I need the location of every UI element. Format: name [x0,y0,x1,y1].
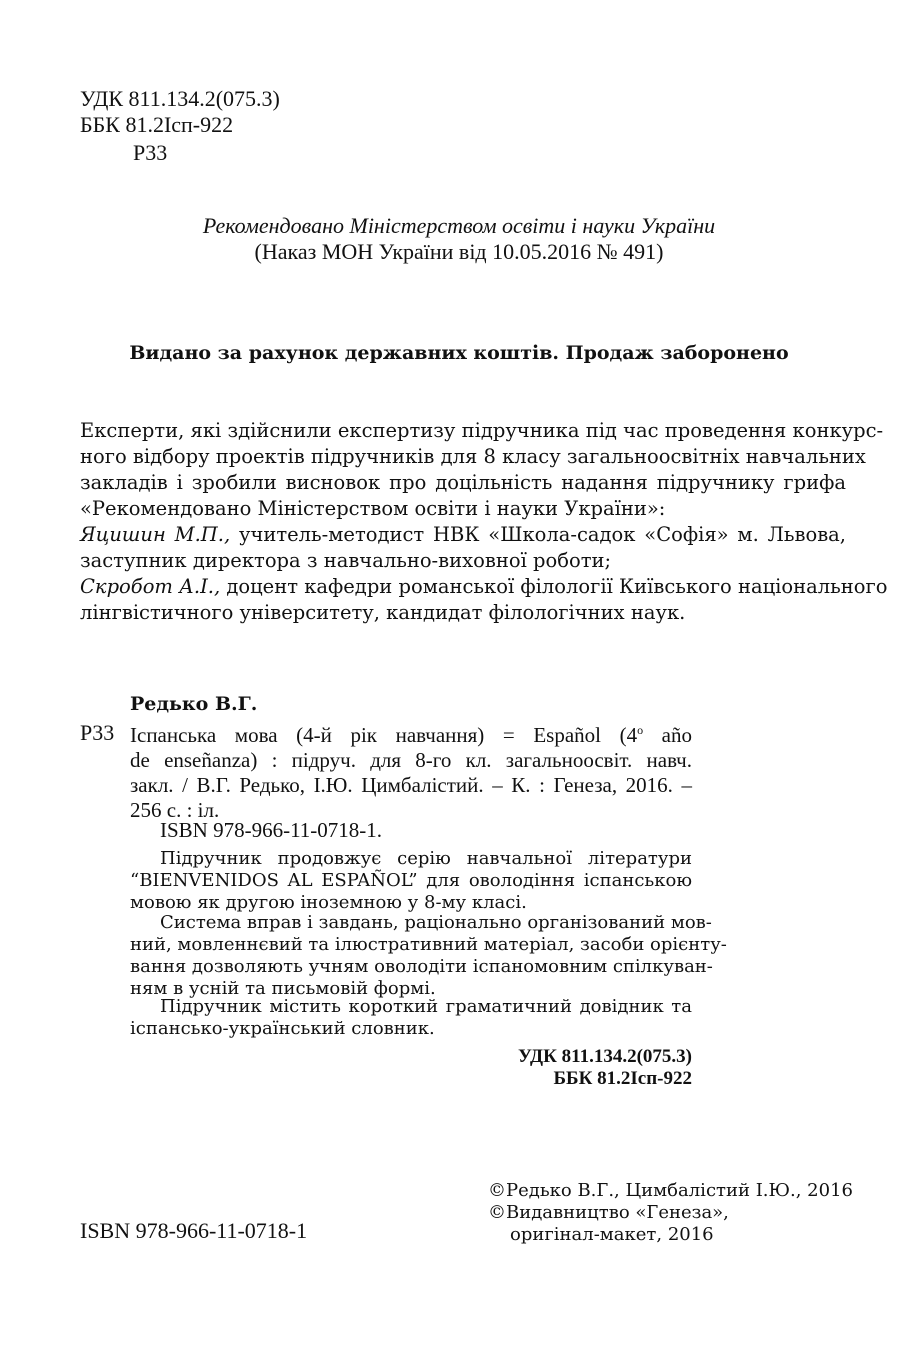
abstract-line: Підручник продовжує серію навчальної літератури [160,848,692,869]
card-mark: Р33 [80,720,115,745]
expert-2-role-cont: лінгвістичного університету, кандидат філологічних наук. [80,601,686,624]
card-udk: УДК 811.134.2(075.3) [518,1046,692,1067]
experts-intro-line: ного відбору проектів підручників для 8 класу загальноосвітніх навчальних [80,445,866,468]
abstract-line: мовою як другою іноземною у 8-му класі. [130,892,527,913]
expert-1 [80,522,846,574]
funding-notice: Видано за рахунок державних коштів. Продаж заборонено [129,342,789,364]
experts-intro [80,418,884,522]
card-description [130,718,692,823]
card-desc-line: закл. / В.Г. Редько, І.Ю. Цимбалістий. – К. : Генеза, 2016. – [130,773,692,797]
copyright-authors: ©Редько В.Г., Цимбалістий І.Ю., 2016 [488,1180,853,1201]
copyright-layout: оригінал-макет, 2016 [510,1224,714,1245]
bbk-code: ББК 81.2Ісп-922 [80,112,234,137]
experts-intro-line: закладів і зробили висновок про доцільність надання підручнику грифа [80,471,846,494]
abstract-line: ний, мовленнєвий та ілюстративний матеріал, засоби орієнту- [130,934,727,955]
expert-2 [80,574,888,626]
order-line: (Наказ МОН України від 10.05.2016 № 491) [254,239,664,264]
abstract-line: ням в усній та письмовій формі. [130,978,436,999]
experts-intro-line: «Рекомендовано Міністерством освіти і науки України»: [80,497,666,520]
experts-intro-line: Експерти, які здійснили експертизу підручника під час проведення конкурс- [80,419,884,442]
recommendation-line: Рекомендовано Міністерством освіти і науки України [202,213,716,238]
abstract-line: вання дозволяють учням оволодіти іспаномовним спілкуван- [130,956,713,977]
card-desc-line: 256 с. : іл. [130,798,220,822]
author-mark: Р33 [133,140,168,165]
footer-isbn: ISBN 978-966-11-0718-1 [80,1218,308,1243]
expert-1-role: учитель-методист НВК «Школа-садок «Софія» м. Львова, [230,523,846,546]
abstract-line: іспансько-український словник. [130,1018,435,1039]
expert-2-name: Скробот А.І., [80,575,221,598]
card-abstract-2 [130,912,727,1000]
card-abstract-1 [130,848,692,914]
card-author: Редько В.Г. [130,693,258,715]
expert-2-role: доцент кафедри романської філології Київського національного [220,575,888,598]
card-desc-text-end: año [643,723,692,747]
abstract-line: Система вправ і завдань, раціонально організований мов- [160,912,712,933]
card-bbk: ББК 81.2Ісп-922 [553,1068,692,1089]
udk-code: УДК 811.134.2(075.3) [80,86,280,111]
copyright-publisher: ©Видавництво «Генеза», [488,1202,729,1223]
card-isbn: ISBN 978-966-11-0718-1. [160,818,383,842]
abstract-line: “BIENVENIDOS AL ESPAÑOL” для оволодіння іспанською [130,870,692,891]
expert-1-name: Яцишин М.П., [80,523,231,546]
card-desc-line: de enseñanza) : підруч. для 8-го кл. загальноосвіт. навч. [130,748,692,772]
card-abstract-3 [130,996,692,1040]
abstract-line: Підручник містить короткий граматичний довідник та [160,996,692,1017]
card-desc-sup: о [637,723,644,737]
card-desc-text: Іспанська мова (4-й рік навчання) = Español (4 [130,723,638,747]
expert-1-role-cont: заступник директора з навчально-виховної роботи; [80,549,612,572]
